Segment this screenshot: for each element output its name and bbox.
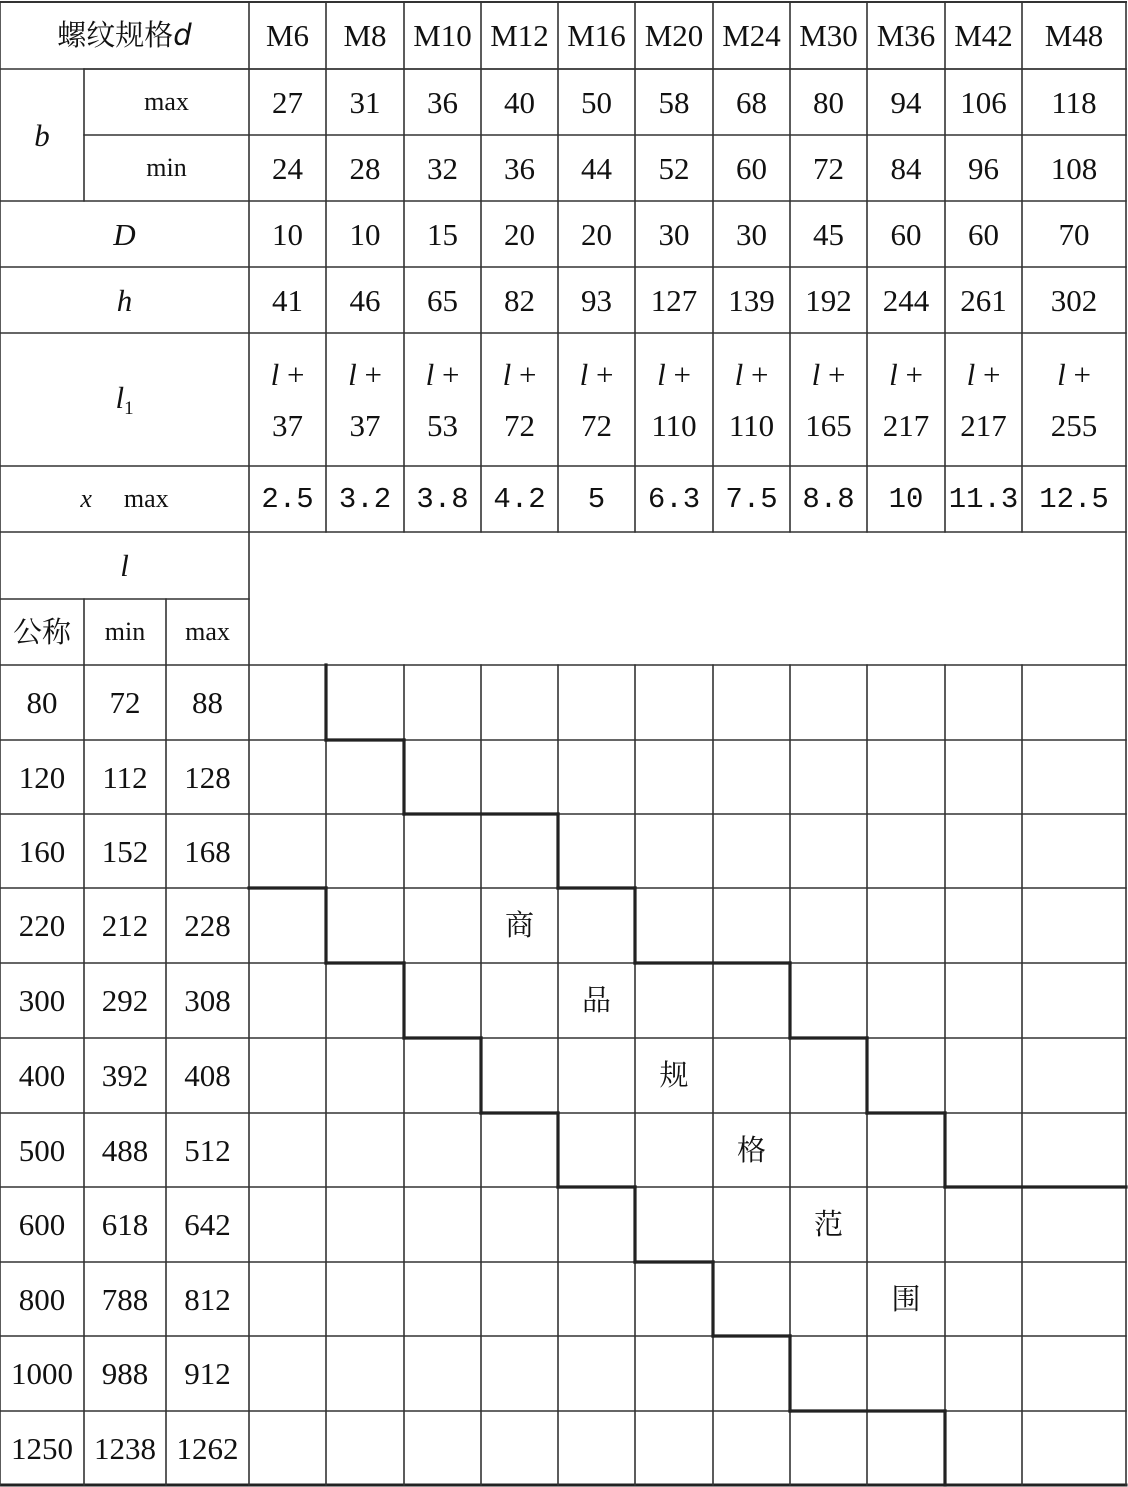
D-value: 15 [427,216,458,252]
l1-value: 37 [349,407,381,443]
thread-size-header: M20 [644,18,704,53]
b-max-value: 118 [1051,84,1097,120]
l-max-value: 88 [192,685,223,720]
D-value: 60 [968,216,999,252]
l1-prefix-symbol: l [811,356,821,392]
size-range-label-char: 品 [581,983,611,1017]
x-max-value: 3.2 [338,482,392,516]
b-max-value: 68 [736,84,767,120]
l1-prefix-symbol: l [348,356,357,392]
size-range-label-char: 商 [504,908,534,942]
l1-prefix: l + [1057,356,1091,392]
l1-value-cell [1022,333,1126,466]
b-max-value: 80 [813,84,844,120]
l-min-value: 392 [101,1058,149,1093]
size-range-label-char: 围 [891,1281,921,1316]
b-max-value: 58 [658,84,690,120]
l1-value-cell [635,333,713,466]
l1-prefix-symbol: l [657,356,666,392]
h-value: 261 [960,282,1007,318]
h-value: 46 [349,282,381,318]
x-max-value: 2.5 [261,482,314,516]
l1-prefix: l + [889,356,923,392]
thread-size-header: M42 [954,18,1013,53]
b-max-value: 40 [504,84,535,120]
l1-value: 165 [805,407,852,443]
b-max-label: max [144,87,189,116]
l-nominal-value: 220 [18,908,66,943]
l-max-value: 812 [184,1281,231,1317]
b-min-value: 36 [504,150,535,186]
h-value: 41 [272,282,303,318]
l-nominal-value: 800 [18,1281,66,1317]
size-range-label-char: 格 [736,1132,766,1167]
l1-value-cell [790,333,867,466]
x-max-value: 10 [888,482,924,516]
l1-value: 110 [728,407,775,443]
l-min-value: 618 [101,1207,149,1242]
l1-prefix: l + [811,356,846,392]
h-symbol: h [116,282,133,318]
l1-prefix: l + [348,356,382,392]
x-max-value: 3.8 [416,482,469,516]
l1-prefix: l + [425,356,460,392]
D-value: 20 [581,216,612,252]
D-value: 30 [658,216,690,252]
l1-prefix-symbol: l [502,356,512,392]
h-value: 192 [805,282,852,318]
l-max-label: max [185,617,230,646]
l1-prefix-symbol: l [889,356,898,392]
l1-prefix: l + [966,356,1001,392]
l1-value: 53 [427,407,458,443]
l-nominal-value: 80 [26,685,58,720]
b-min-value: 84 [890,150,922,186]
l-max-value: 128 [184,759,231,795]
l-nominal-value: 120 [18,759,66,795]
l-max-value: 308 [184,983,231,1018]
l-min-value: 212 [101,908,149,943]
l-min-value: 1238 [94,1430,156,1466]
b-min-value: 24 [272,150,303,186]
thread-size-header: M30 [799,18,858,53]
l1-symbol-cell [0,333,249,466]
l1-subscript: 1 [124,397,134,419]
l-max-value: 1262 [176,1430,239,1466]
thread-spec-variable: d [173,18,192,52]
b-max-value: 106 [960,84,1007,120]
b-min-label: min [146,153,187,182]
x-max-value: 7.5 [725,482,778,516]
l1-prefix-symbol: l [966,356,976,392]
b-min-value: 32 [427,150,458,186]
l1-value: 110 [651,407,697,443]
b-max-value: 36 [427,84,458,120]
h-value: 127 [650,282,698,318]
thread-size-header: M10 [413,18,472,53]
thread-size-header: M36 [876,18,936,53]
x-symbol: x [80,484,92,513]
D-value: 45 [813,216,844,252]
thread-size-header: M48 [1044,18,1104,53]
l1-value: 217 [882,407,930,443]
l1-value-cell [404,333,481,466]
l1-value: 255 [1050,407,1098,443]
h-value: 65 [427,282,458,318]
h-value: 244 [882,282,930,318]
D-symbol: D [113,216,136,252]
l-max-value: 642 [184,1207,231,1242]
b-min-value: 72 [813,150,844,186]
l-min-value: 988 [101,1356,149,1391]
l-min-value: 72 [109,685,141,720]
x-label-cell [0,466,249,532]
l1-value: 72 [581,407,612,443]
l1-value-cell [713,333,790,466]
l1-value: 217 [960,407,1007,443]
thread-size-header: M12 [490,18,549,53]
l1-symbol: $l_1$ [115,379,134,419]
l1-prefix-symbol: l [1057,356,1066,392]
l-nominal-value: 500 [18,1132,66,1168]
h-value: 93 [581,282,612,318]
l-min-label: min [104,617,146,646]
l1-prefix: l + [270,356,305,392]
b-max-value: 27 [272,84,303,120]
h-value: 302 [1050,282,1098,318]
l-nominal-value: 1250 [11,1430,73,1466]
l1-value-cell [867,333,945,466]
D-value: 60 [890,216,922,252]
b-max-value: 94 [890,84,922,120]
l1-value-cell [481,333,558,466]
b-min-value: 108 [1050,150,1098,186]
l-nominal-value: 300 [18,983,66,1018]
x-max-value: 8.8 [802,482,855,516]
x-max-value: 6.3 [647,482,701,516]
l-min-value: 152 [101,833,149,869]
l-max-value: 168 [184,833,231,869]
l1-value-cell [945,333,1022,466]
h-value: 139 [728,282,775,318]
l-nominal-value: 1000 [11,1356,73,1391]
l1-prefix-symbol: l [579,356,589,392]
l-min-value: 488 [101,1132,149,1168]
thread-size-header: M24 [722,18,781,53]
b-min-value: 28 [349,150,381,186]
l1-value-cell [326,333,404,466]
l-nominal-value: 600 [18,1207,66,1242]
b-min-value: 60 [736,150,767,186]
l1-value: 72 [504,407,535,443]
D-value: 10 [349,216,381,252]
l1-prefix-symbol: l [270,356,280,392]
size-range-label-char: 规 [659,1058,689,1092]
l1-prefix: l + [657,356,691,392]
l-nominal-value: 160 [18,833,66,869]
D-value: 70 [1058,216,1090,252]
l-min-value: 112 [102,759,148,795]
b-min-value: 44 [581,150,612,186]
thread-size-header: M8 [343,18,387,53]
l1-value-cell [558,333,635,466]
thread-spec-label: 螺纹规格 [57,18,174,52]
x-max-value: 5 [587,482,606,516]
b-max-value: 50 [581,84,612,120]
size-range-label-char: 范 [813,1207,843,1241]
l-nominal-label: 公称 [12,614,71,649]
l-symbol: l [120,548,129,583]
thread-size-header: M6 [265,18,310,53]
l-max-value: 512 [184,1132,231,1168]
x-max-value: 11.3 [948,482,1019,516]
thread-size-header: M16 [567,18,626,53]
l1-prefix-symbol: l [734,356,744,392]
b-min-value: 96 [968,150,999,186]
l1-value: 37 [272,407,303,443]
l1-value-cell [249,333,326,466]
D-value: 30 [736,216,767,252]
thread-spec-header-cell [0,2,249,69]
l-min-value: 292 [101,983,149,1018]
b-min-value: 52 [658,150,690,186]
l-nominal-value: 400 [18,1058,66,1093]
b-symbol: b [34,117,50,153]
h-value: 82 [504,282,535,318]
l1-prefix: l + [579,356,614,392]
l1-prefix: l + [734,356,769,392]
D-value: 20 [504,216,535,252]
x-max-value: 12.5 [1039,482,1109,516]
l-max-value: 408 [184,1058,231,1093]
x-max-label: max [123,484,169,513]
D-value: 10 [272,216,303,252]
b-max-value: 31 [349,84,381,120]
l1-prefix-symbol: l [425,356,435,392]
l-max-value: 228 [184,908,231,943]
l1-prefix: l + [502,356,537,392]
l-min-value: 788 [101,1281,149,1317]
l-max-value: 912 [184,1356,231,1391]
x-max-value: 4.2 [493,482,546,516]
